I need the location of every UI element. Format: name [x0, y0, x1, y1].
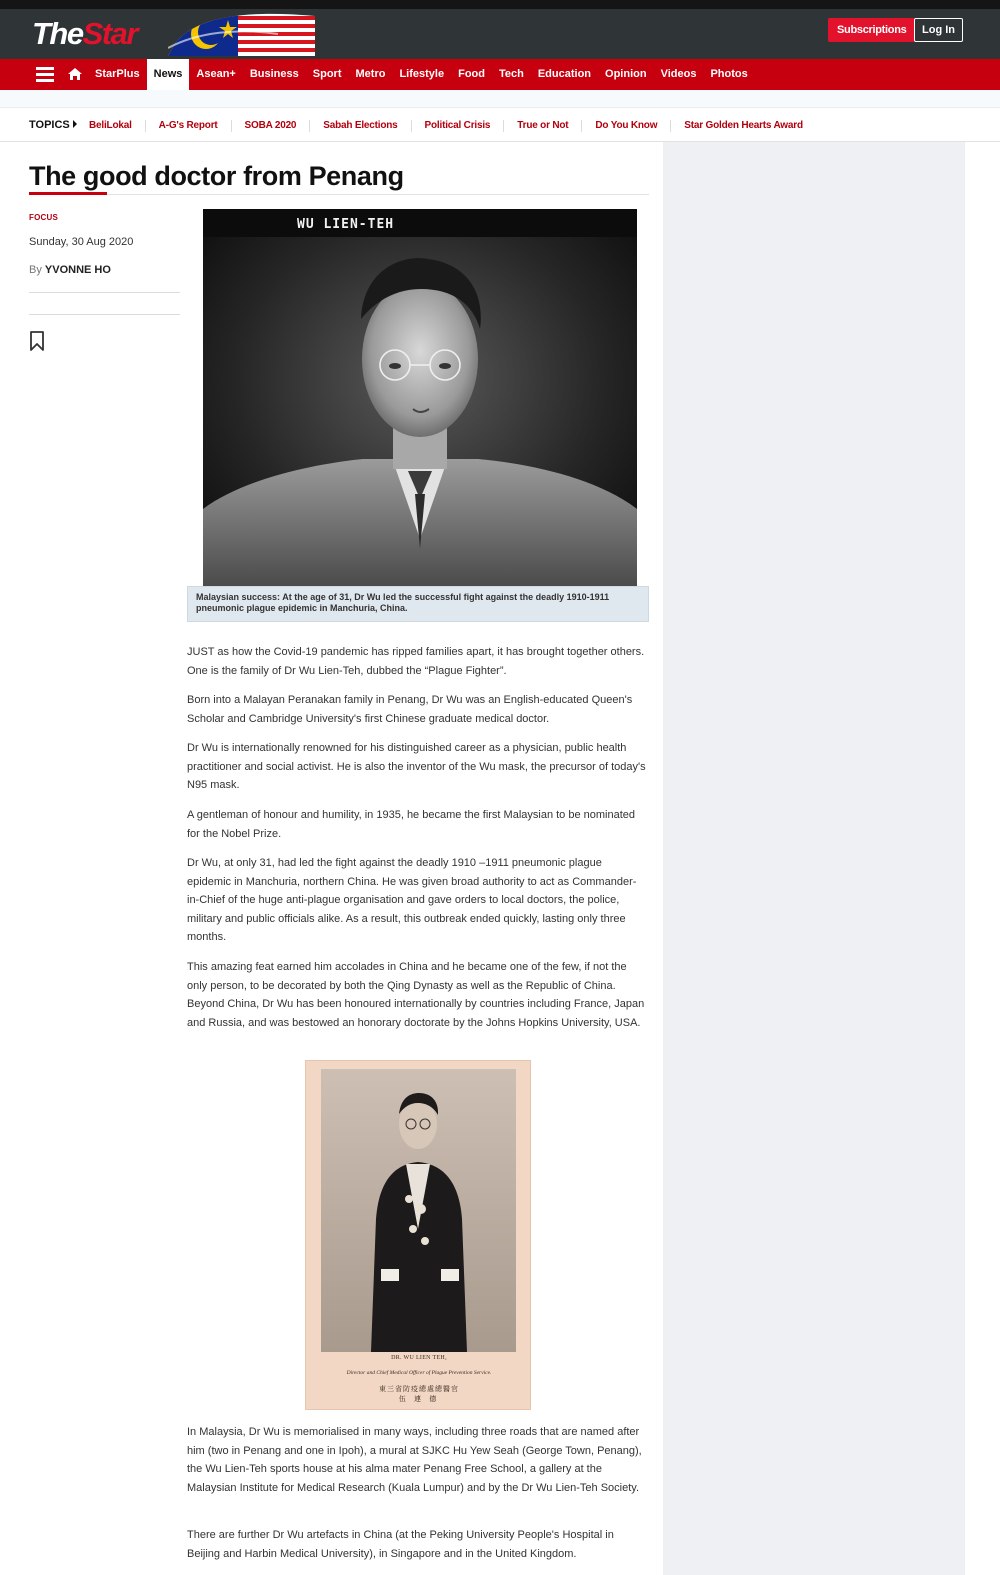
topic-link[interactable]: Do You Know: [582, 120, 671, 132]
article-paragraph: Born into a Malayan Peranakan family in Penang, Dr Wu was an English-educated Queen's Scholar and Cambridge University's first Chinese graduate medical doctor.: [187, 694, 633, 725]
nav-subbar: [0, 90, 1000, 108]
site-header: [0, 9, 1000, 59]
nav-item-education[interactable]: Education: [537, 68, 592, 80]
nav-item-asean[interactable]: Asean+: [196, 68, 236, 80]
nav-item-metro[interactable]: Metro: [355, 68, 386, 80]
main-nav: [0, 59, 1000, 90]
topic-link[interactable]: Star Golden Hearts Award: [684, 119, 803, 131]
byline-prefix: By: [29, 264, 42, 276]
section-kicker[interactable]: FOCUS: [29, 213, 58, 222]
archival-caption-title: Director and Chief Medical Officer of Plague Prevention Service.: [346, 1370, 492, 1376]
article-paragraph: Dr Wu is internationally renowned for his distinguished career as a physician, public health practitioner and social activist. He is also the inventor of the Wu mask, the precursor of today's N95 mask.: [187, 742, 646, 791]
topic-link[interactable]: True or Not: [504, 120, 582, 132]
archival-image-frame: [321, 1069, 516, 1352]
article-paragraph: This amazing feat earned him accolades in China and he became one of the few, if not the only person, to be decorated by both the Qing Dynasty as well as the Republic of China. Beyond China, Dr Wu has been honoured internationally by countries including France, Japan and Russia, and was bestowed an honorary doctorate by the Johns Hopkins University, USA.: [187, 961, 645, 1029]
topics-list: [76, 109, 816, 142]
photo-caption: Malaysian success: At the age of 31, Dr Wu led the successful fight against the deadly 1910-1911 pneumonic plague epidemic in Manchuria, China.: [187, 586, 649, 622]
article-paragraph: A gentleman of honour and humility, in 1935, he became the first Malaysian to be nominated for the Nobel Prize.: [187, 809, 636, 840]
author-name[interactable]: YVONNE HO: [44, 264, 111, 276]
article-title: The good doctor from Penang: [29, 161, 404, 191]
logo-star: Star: [82, 16, 137, 51]
nav-item-sport[interactable]: Sport: [312, 68, 342, 80]
ad-sidebar: [663, 142, 965, 1575]
topics-bar: [0, 109, 1000, 142]
bookmark-icon[interactable]: [29, 331, 45, 351]
portrait-image: [203, 209, 637, 586]
meta-divider: [29, 314, 180, 315]
the-star-logo[interactable]: [30, 12, 315, 56]
article-paragraph: JUST as how the Covid-19 pandemic has ripped families apart, it has brought together others. One is the family of Dr Wu Lien-Teh, dubbed the “Plague Fighter”.: [187, 646, 645, 677]
title-accent: [29, 192, 107, 195]
malaysia-flag-icon: [168, 12, 315, 56]
nav-item-opinion[interactable]: Opinion: [605, 68, 647, 80]
topic-link[interactable]: A-G's Report: [146, 120, 232, 132]
nav-item-videos[interactable]: Videos: [660, 68, 697, 80]
nav-item-business[interactable]: Business: [249, 68, 299, 80]
nav-item-tech[interactable]: Tech: [498, 68, 524, 80]
archival-caption-chinese-name: 伍 連 德: [398, 1395, 440, 1403]
meta-divider: [29, 292, 180, 293]
article-paragraph: Dr Wu, at only 31, had led the fight against the deadly 1910 –1911 pneumonic plague epidemic in Manchuria, northern China. He was given broad authority to act as Commander-in-Chief of the huge anti-plague organisation and gave orders to local doctors, the police, military and public officials alike. As a result, this outbreak ended quickly, lasting only three months.: [187, 857, 637, 943]
logo-wordmark: [32, 16, 137, 52]
photo-inscription: WU LIEN-TEH: [297, 217, 395, 232]
nav-item-photos[interactable]: Photos: [710, 68, 748, 80]
topics-label: TOPICS: [29, 119, 77, 131]
byline: [29, 264, 111, 276]
article-paragraph: In Malaysia, Dr Wu is memorialised in many ways, including three roads that are named after him (two in Penang and one in Ipoh), a mural at SJKC Hu Yew Seah (George Town, Penang), the Wu Lien-Teh sports house at his alma mater Penang Free School, a gallery at the Malaysian Institute for Medical Research (Kuala Lumpur) and by the Dr Wu Lien-Teh Society.: [187, 1426, 642, 1494]
archival-caption-name: DR. WU LIEN TEH,: [391, 1355, 447, 1361]
archival-caption-chinese: 東三省防疫總處總醫官: [379, 1385, 459, 1393]
hamburger-icon[interactable]: [36, 67, 54, 82]
publish-date: Sunday, 30 Aug 2020: [29, 236, 134, 248]
home-icon[interactable]: [67, 66, 83, 82]
topic-link[interactable]: Political Crisis: [412, 120, 505, 132]
nav-items: [88, 59, 755, 90]
archival-portrait-photo[interactable]: [305, 1060, 531, 1410]
nav-item-starplus[interactable]: StarPlus: [95, 68, 140, 80]
nav-item-news[interactable]: News: [147, 59, 190, 90]
article-paragraph: There are further Dr Wu artefacts in China (at the Peking University People's Hospital in Beijing and Harbin Medical University), in Singapore and in the United Kingdom.: [187, 1529, 614, 1560]
title-divider: [29, 194, 649, 195]
logo-the: The: [32, 16, 83, 51]
topic-link[interactable]: BeliLokal: [76, 120, 146, 132]
nav-item-lifestyle[interactable]: Lifestyle: [399, 68, 445, 80]
topic-link[interactable]: SOBA 2020: [232, 120, 311, 132]
subscriptions-button[interactable]: Subscriptions: [828, 18, 915, 42]
nav-item-food[interactable]: Food: [458, 68, 485, 80]
topic-link[interactable]: Sabah Elections: [310, 120, 411, 132]
portrait-photo[interactable]: [203, 209, 637, 586]
top-strip: [0, 0, 1000, 9]
login-button[interactable]: Log In: [914, 18, 963, 42]
archival-portrait-image: [321, 1069, 516, 1352]
